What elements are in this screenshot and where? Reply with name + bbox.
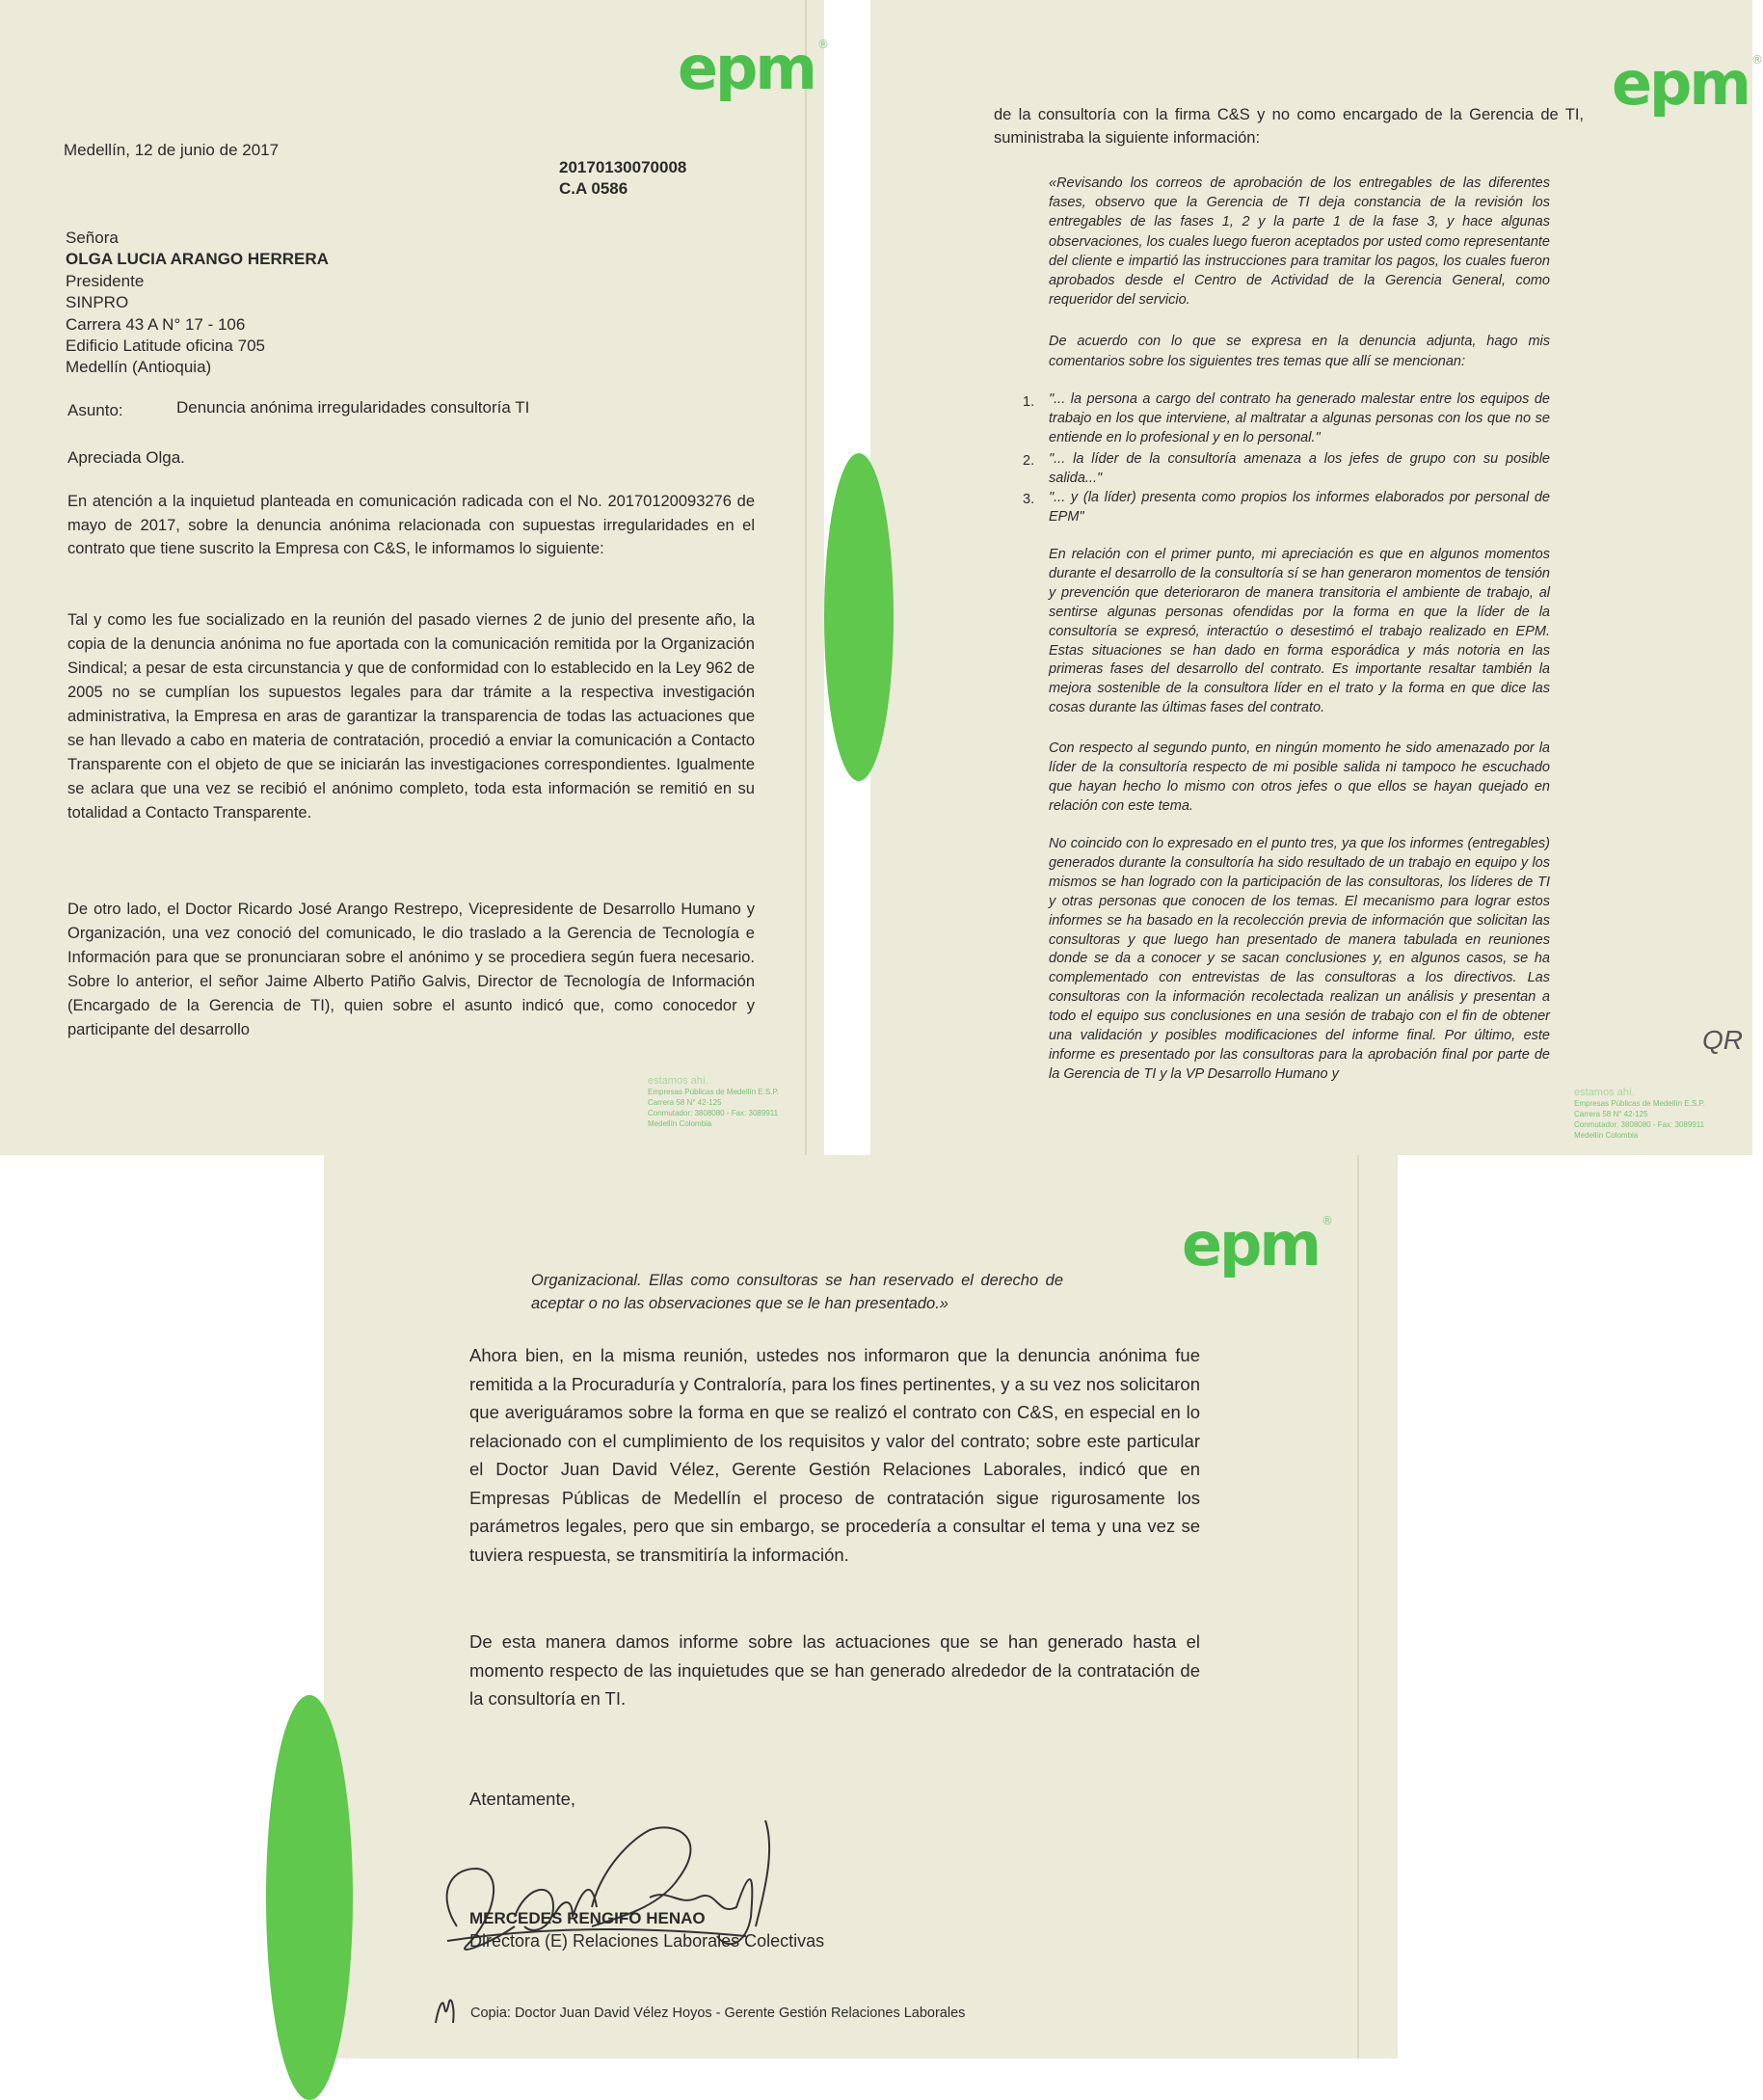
recipient-address <box>66 228 329 379</box>
reference-code: C.A 0586 <box>559 179 628 198</box>
footer-line: estamos ahí. <box>1574 1087 1635 1098</box>
address-line: Señora <box>66 229 119 247</box>
footer-line: Medellín Colombia <box>1574 1131 1639 1140</box>
address-line: Presidente <box>66 271 145 290</box>
letter-page-1 <box>0 0 830 1155</box>
address-line: Medellín (Antioquia) <box>66 358 212 377</box>
page-fold <box>805 0 807 1155</box>
company-footer <box>1574 1088 1705 1141</box>
signer-name: MERCEDES RENGIFO HENAO <box>469 1909 706 1927</box>
epm-logo: epm ® <box>1182 1209 1334 1279</box>
copy-line: Copia: Doctor Juan David Vélez Hoyos - Gerente Gestión Relaciones Laborales <box>470 2006 966 2021</box>
signer-role: Directora (E) Relaciones Laborales Colectivas <box>469 1931 825 1951</box>
list-item: "... la líder de la consultoría amenaza a los jefes de grupo con su posible salida..." <box>1049 451 1550 486</box>
list-item: "... la persona a cargo del contrato ha generado malestar entre los equipos de trabajo en los que interviene, al maltratar a algunas personas con los que no se entiende en lo profesional y en lo personal." <box>1049 391 1550 445</box>
green-accent-shape <box>824 453 894 781</box>
address-line: Carrera 43 A N° 17 - 106 <box>66 314 246 334</box>
epm-logo: epm ® <box>1612 48 1763 119</box>
letter-date: Medellín, 12 de junio de 2017 <box>64 141 280 159</box>
initials-mark-icon <box>432 1994 461 2027</box>
footer-line: Conmutador: 3808080 - Fax: 3089911 <box>1574 1120 1705 1129</box>
paragraph: En atención a la inquietud planteada en comunicación radicada con el No. 20170120093276 de mayo de 2017, sobre la denuncia anónima relacionada con supuestas irregularidades en el contrato que tiene suscrito la Empresa con C&S, le informamos lo siguiente: <box>67 493 755 557</box>
quoted-paragraph: De acuerdo con lo que se expresa en la denuncia adjunta, hago mis comentarios sobre los siguientes tres temas que allí se mencionan: <box>1049 334 1550 369</box>
subject-text: Denuncia anónima irregularidades consultoría TI <box>176 398 530 417</box>
paragraph: De esta manera damos informe sobre las actuaciones que se han generado hasta el momento respecto de las inquietudes que se han generado alrededor de la contratación de la consultoría en TI. <box>469 1631 1200 1709</box>
greeting: Apreciada Olga. <box>67 448 185 467</box>
footer-line: Medellín Colombia <box>648 1119 712 1128</box>
subject-label: Asunto: <box>67 401 123 419</box>
company-footer <box>648 1076 779 1129</box>
quoted-paragraph: Con respecto al segundo punto, en ningún momento he sido amenazado por la líder de la consultoría respecto de mi posible salida ni tampoco he escuchado que hayan hecho lo mismo con otros jefes o que ellos se hayan quejado en relación con este tema. <box>1049 740 1550 814</box>
recipient-name: OLGA LUCIA ARANGO HERRERA <box>66 250 329 269</box>
paragraph: de la consultoría con la firma C&S y no como encargado de la Gerencia de TI, suministraba la siguiente información: <box>994 106 1584 147</box>
reference-number: 20170130070008 <box>559 158 687 176</box>
green-accent-shape <box>266 1695 353 2100</box>
quoted-paragraph: «Revisando los correos de aprobación de los entregables de las diferentes fases, observo que la Gerencia de TI deja constancia de la revisión los entregables de las fases 1, 2 y la parte 1 de la fase 3, y hace algunas observaciones, los cuales luego fueron aceptados por usted como representante del cliente e impartió las instrucciones para tramitar los pagos, los cuales fueron aprobados desde el Centro de Actividad de la Gerencia General, como requeridor del servicio. <box>1049 175 1550 309</box>
epm-logo: epm ® <box>678 33 830 103</box>
footer-line: Empresas Públicas de Medellín E.S.P. <box>648 1088 779 1096</box>
list-number: 2. <box>1023 453 1035 469</box>
footer-line: Empresas Públicas de Medellín E.S.P. <box>1574 1099 1705 1108</box>
footer-line: Conmutador: 3808080 - Fax: 3089911 <box>648 1109 779 1117</box>
paragraph: De otro lado, el Doctor Ricardo José Arango Restrepo, Vicepresidente de Desarrollo Humano y Organización, una vez conoció del comunicado, le dio traslado a la Gerencia de Tecnología e Información para que se pronunciaran sobre el anónimo y se procediera según fuera necesario. Sobre lo anterior, el señor Jaime Alberto Patiño Galvis, Director de Tecnología de Información (Encargado de la Gerencia de TI), quien sobre el asunto indicó que, como conocedor y participante del desarrollo <box>67 901 755 1038</box>
quoted-paragraph: No coincido con lo expresado en el punto tres, ya que los informes (entregables) generados durante la consultoría ha sido resultado de un trabajo en equipo y los mismos se han logrado con la participación de las consultoras, los líderes de TI y otras personas que conocen de los temas. El mecanismo para lograr estos informes se ha basado en la recolección previa de información que solicitan las consultoras y que luego han presentado de manera tabulada en reuniones donde se da a conocer y se sacan conclusiones y, en algunos casos, se ha complementado con entrevistas de las consultoras a los directivos. Las consultoras con la información recolectada realizan un análisis y presentan a todo el equipo sus conclusiones en una sesión de trabajo con el fin de obtener una validación y posibles modificaciones del informe final. Por último, este informe es presentado por las consultoras para la aprobación final por parte de la Gerencia de TI y la VP Desarrollo Humano y <box>1049 836 1550 1082</box>
list-item: "... y (la líder) presenta como propios los informes elaborados por personal de EPM" <box>1049 490 1550 525</box>
list-number: 1. <box>1023 394 1035 410</box>
quoted-paragraph: Organizacional. Ellas como consultoras se han reservado el derecho de aceptar o no las observaciones que se le han presentado.» <box>531 1272 1063 1312</box>
letter-page-3 <box>324 1155 1398 2059</box>
closing: Atentamente, <box>469 1789 576 1809</box>
paragraph: Tal y como les fue socializado en la reunión del pasado viernes 2 de junio del presente año, la copia de la denuncia anónima no fue aportada con la comunicación remitida por la Organización Sindical; a pesar de esta circunstancia y que de conformidad con lo establecido en la Ley 962 de 2005 no se cumplían los supuestos legales para dar trámite a la respectiva investigación administrativa, la Empresa en aras de garantizar la transparencia de todas las actuaciones que se han llevado a cabo en materia de contratación, procedió a enviar la comunicación a Contacto Transparente con el objeto de que se iniciarán las investigaciones correspondientes. Igualmente se aclara que una vez se recibió el anónimo completo, toda esta información se remitió en su totalidad a Contacto Transparente. <box>67 611 755 821</box>
paragraph: Ahora bien, en la misma reunión, ustedes nos informaron que la denuncia anónima fue remitida a la Procuraduría y Contraloría, para los fines pertinentes, y a su vez nos solicitaron que averiguáramos sobre la forma en que se realizó el contrato con C&S, en especial en lo relacionado con el cumplimiento de los requisitos y valor del contrato; sobre este particular el Doctor Juan David Vélez, Gerente Gestión Relaciones Laborales, indicó que en Empresas Públicas de Medellín el proceso de contratación sigue rigurosamente los parámetros legales, pero que sin embargo, se procedería a consultar el tema y una vez se tuviera respuesta, se transmitiría la información. <box>469 1345 1200 1565</box>
handwritten-initials: QR <box>1702 1025 1743 1055</box>
quoted-paragraph: En relación con el primer punto, mi apreciación es que en algunos momentos durante el desarrollo de la consultoría sí se han generaron momentos de tensión y prevención que deterioraron de manera transitoria el ambiente de trabajo, al sentirse algunas personas ofendidas por la forma en que la líder de la consultoría se expresó, interactúo o desestimó el trabajo realizado en EPM. Estas situaciones se han dado en forma esporádica y más notoria en las primeras fases del desarrollo del contrato. Es importante resaltar también la mejora sostenible de la consultora líder en el trato y la forma en que dice las cosas durante las últimas fases del contrato. <box>1049 547 1550 716</box>
footer-line: Carrera 58 N° 42-125 <box>1574 1110 1648 1118</box>
list-number: 3. <box>1023 492 1035 507</box>
footer-line: Carrera 58 N° 42-125 <box>648 1098 722 1107</box>
letter-page-2 <box>870 0 1763 1155</box>
address-line: SINPRO <box>66 293 129 312</box>
footer-line: estamos ahí. <box>648 1075 708 1087</box>
page-fold <box>1357 1155 1359 2059</box>
address-line: Edificio Latitude oficina 705 <box>66 337 265 356</box>
